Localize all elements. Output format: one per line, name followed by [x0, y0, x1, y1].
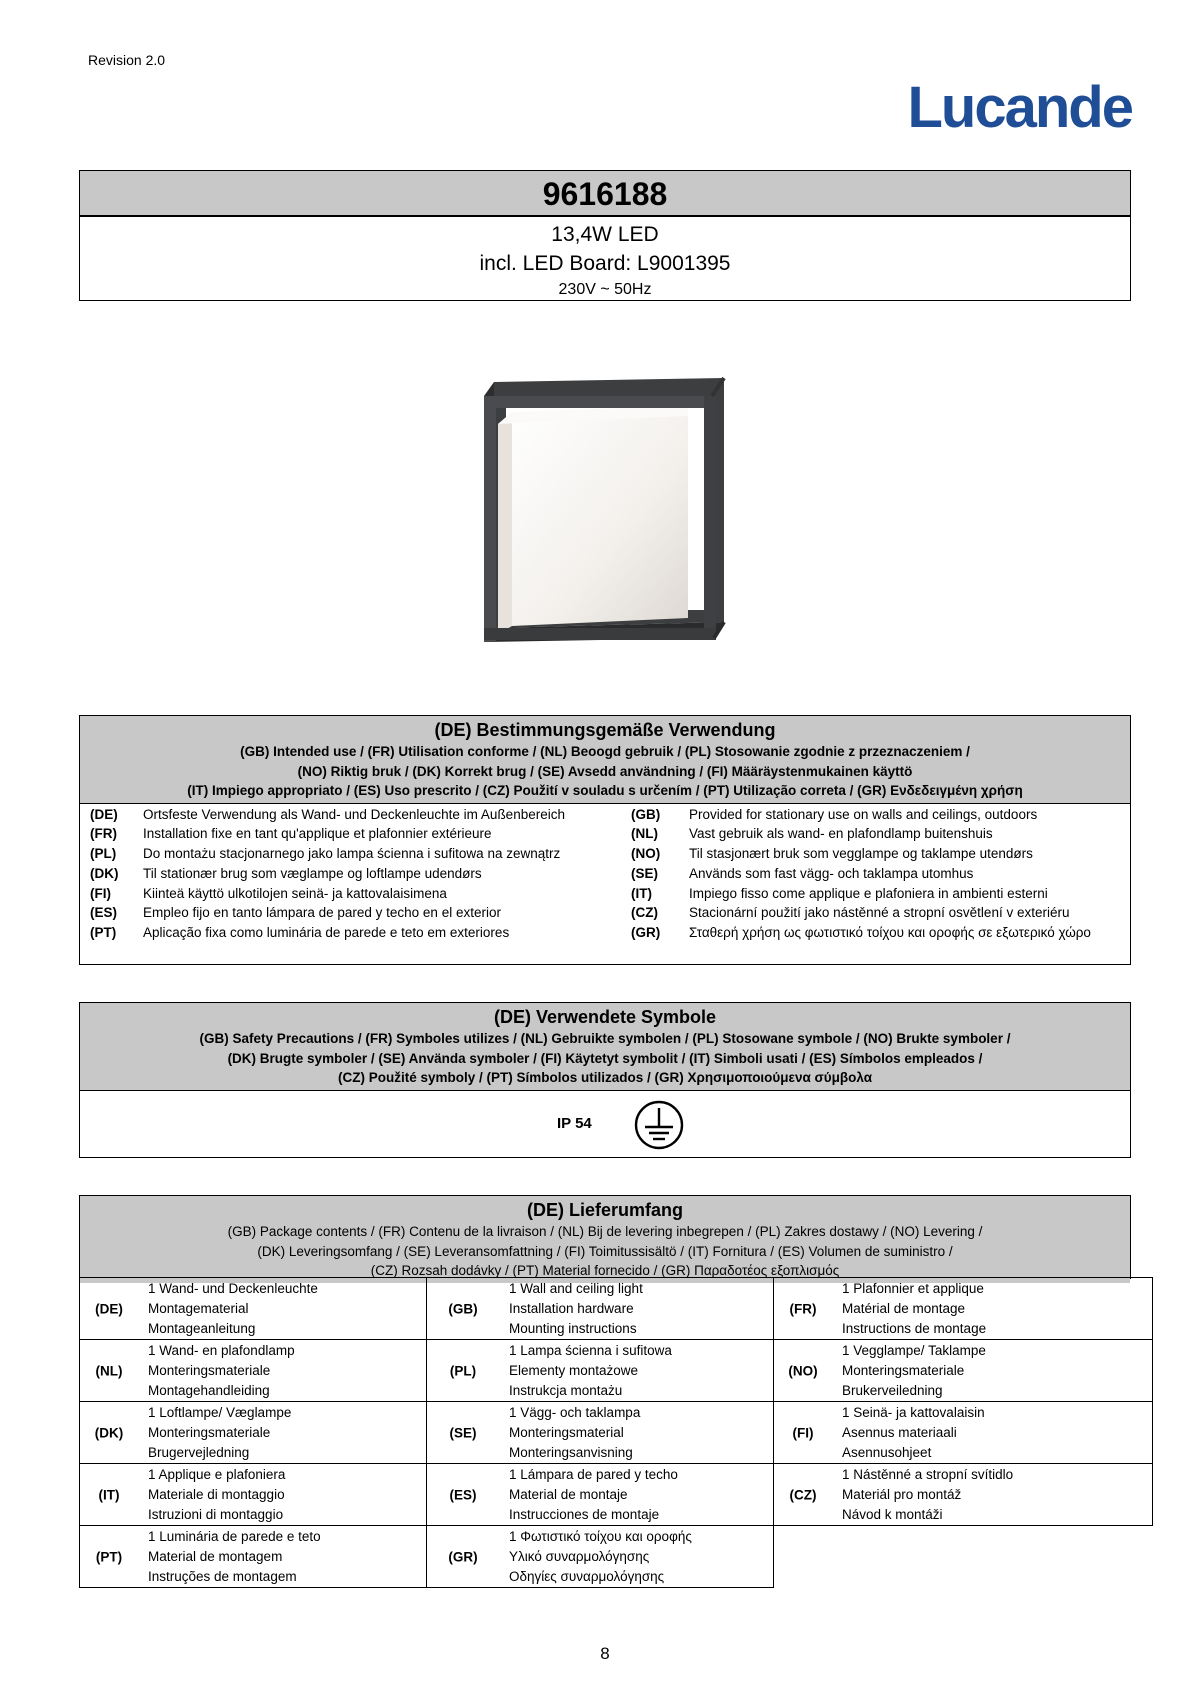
package-item: Material de montaje: [509, 1486, 628, 1502]
symbols-body: [80, 1091, 1130, 1157]
language-code: (SE): [631, 865, 658, 881]
brand-logo: Lucande: [907, 75, 1132, 140]
package-item: Materiál pro montáž: [842, 1486, 962, 1502]
product-header: [79, 170, 1131, 301]
language-code: (DE): [95, 1301, 123, 1316]
package-cell: [427, 1278, 773, 1339]
package-subtitle: (DK) Leveringsomfang / (SE) Leveransomfattning / (FI) Toimitussisältö / (IT) Fornitura / (ES) Volumen de suministro /: [257, 1243, 953, 1259]
usage-text: Ortsfeste Verwendung als Wand- und Deckenleuchte im Außenbereich: [143, 806, 565, 822]
package-item: Monteringsanvisning: [509, 1444, 633, 1460]
list-item: [631, 903, 1126, 923]
language-code: (PL): [449, 1363, 477, 1378]
language-code: (GB): [448, 1301, 478, 1316]
intended-use-left-column: [90, 805, 630, 944]
intended-use-header: [80, 716, 1130, 804]
symbols-title: (DE) Verwendete Symbole: [493, 1007, 717, 1027]
package-item: 1 Applique e plafoniera: [148, 1467, 286, 1482]
language-code: (FR): [90, 826, 117, 842]
package-item: Instrukcja montażu: [509, 1382, 623, 1398]
package-cell: [427, 1340, 773, 1401]
list-item: [90, 824, 630, 844]
list-item: [90, 864, 630, 884]
package-item: Montagematerial: [148, 1300, 249, 1316]
intended-use-right-column: [631, 805, 1126, 944]
language-code: (DK): [94, 1425, 124, 1440]
package-item: 1 Nástěnné a stropní svítidlo: [842, 1467, 1014, 1482]
package-item: 1 Vägg- och taklampa: [509, 1405, 641, 1420]
package-item: 1 Lampa ścienna i sufitowa: [509, 1343, 672, 1358]
package-item: Material de montagem: [148, 1548, 283, 1564]
protective-earth-icon: [633, 1099, 685, 1151]
language-code: (FI): [90, 885, 111, 901]
language-code: (NO): [788, 1363, 818, 1378]
usage-text: Til stationær brug som væglampe og loftlampe udendørs: [143, 865, 482, 881]
package-item: 1 Φωτιστικό τοίχου και οροφής: [509, 1529, 692, 1544]
package-cell: [427, 1464, 773, 1525]
package-item: 1 Seinä- ja kattovalaisin: [842, 1405, 985, 1420]
package-subtitle: (GB) Package contents / (FR) Contenu de la livraison / (NL) Bij de levering inbegrepen / (PL) Zakres dostawy / (NO) Levering /: [227, 1224, 983, 1239]
language-code: (CZ): [789, 1487, 817, 1502]
package-item: Monteringsmateriale: [148, 1362, 271, 1378]
package-item: Matérial de montage: [842, 1300, 966, 1316]
usage-text: Stacionární použití jako nástěnné a stropní osvětlení v exteriéru: [689, 905, 1070, 921]
package-item: Instruções de montagem: [148, 1568, 297, 1584]
page-number: 8: [600, 1644, 610, 1663]
led-board: incl. LED Board: L9001395: [479, 252, 731, 275]
package-item: Monteringsmateriale: [148, 1424, 271, 1440]
language-code: (IT): [631, 885, 652, 901]
list-item: [90, 805, 630, 825]
usage-text: Σταθερή χρήση ως φωτιστικό τοίχου και οροφής σε εξωτερικό χώρο: [689, 925, 1091, 941]
package-subtitle: (CZ) Rozsah dodávky / (PT) Material fornecido / (GR) Παραδοτέος εξοπλισμός: [370, 1263, 840, 1278]
usage-text: Empleo fijo en tanto lámpara de pared y techo en el exterior: [143, 905, 501, 921]
package-item: 1 Luminária de parede e teto: [148, 1529, 321, 1544]
package-cell: [774, 1278, 1152, 1339]
language-code: (FR): [789, 1301, 817, 1316]
language-code: (SE): [449, 1425, 477, 1440]
language-code: (CZ): [631, 905, 658, 921]
empty-cell: [774, 1526, 1152, 1587]
package-header: [80, 1196, 1130, 1283]
language-code: (DK): [90, 865, 119, 881]
intended-use-subtitle: (IT) Impiego appropriato / (ES) Uso prescrito / (CZ) Použití v souladu s určením / (PT) Utilização correta / (GR) Ενδεδειγμένη χρήση: [187, 783, 1023, 798]
table-row: [80, 1526, 1153, 1588]
package-cell: [80, 1526, 426, 1587]
symbols-subtitle: (DK) Brugte symboler / (SE) Använda symboler / (FI) Käytetyt symbolit / (IT) Simboli usati / (ES) Símbolos empleados /: [227, 1050, 983, 1066]
intended-use-body: [80, 804, 1130, 964]
product-image: [466, 376, 728, 646]
package-item: Instrucciones de montaje: [509, 1506, 660, 1522]
package-item: Mounting instructions: [509, 1320, 637, 1336]
voltage: 230V ~ 50Hz: [558, 281, 652, 298]
usage-text: Kiinteä käyttö ulkotilojen seinä- ja kattovalaisimena: [143, 885, 447, 901]
package-item: Monteringsmaterial: [509, 1424, 624, 1440]
language-code: (PT): [95, 1549, 123, 1564]
package-section: [79, 1195, 1131, 1279]
table-row: [80, 1464, 1153, 1526]
list-item: [631, 884, 1126, 904]
package-item: Instructions de montage: [842, 1320, 987, 1336]
package-item: 1 Lámpara de pared y techo: [509, 1467, 678, 1482]
symbols-section: [79, 1002, 1131, 1158]
package-item: Istruzioni di montaggio: [148, 1506, 284, 1522]
package-item: Monteringsmateriale: [842, 1362, 965, 1378]
list-item: [631, 805, 1126, 825]
table-row: [80, 1278, 1153, 1340]
language-code: (NO): [631, 846, 661, 862]
language-code: (IT): [98, 1487, 120, 1502]
table-row: [80, 1340, 1153, 1402]
list-item: [631, 844, 1126, 864]
language-code: (ES): [90, 905, 117, 921]
language-code: (GR): [631, 925, 661, 941]
list-item: [631, 824, 1126, 844]
package-item: 1 Wand- und Deckenleuchte: [148, 1281, 318, 1296]
package-item: 1 Plafonnier et applique: [842, 1281, 984, 1296]
language-code: (PL): [90, 846, 117, 862]
package-item: 1 Wand- en plafondlamp: [148, 1343, 295, 1358]
intended-use-title: (DE) Bestimmungsgemäße Verwendung: [434, 720, 776, 740]
package-item: 1 Vegglampe/ Taklampe: [842, 1343, 986, 1358]
language-code: (GB): [631, 806, 661, 822]
language-code: (ES): [449, 1487, 477, 1502]
symbols-subtitle: (GB) Safety Precautions / (FR) Symboles utilizes / (NL) Gebruikte symbolen / (PL) Stosowane symbole / (NO) Brukte symboler /: [199, 1031, 1011, 1046]
package-item: Brukerveiledning: [842, 1382, 943, 1398]
ip-rating: IP 54: [557, 1114, 592, 1132]
package-cell: [427, 1402, 773, 1463]
intended-use-subtitle: (NO) Riktig bruk / (DK) Korrekt brug / (SE) Avsedd användning / (FI) Määräystenmukainen käyttö: [297, 763, 913, 779]
usage-text: Installation fixe en tant qu'applique et plafonnier extérieure: [143, 826, 492, 842]
revision-label: Revision 2.0: [88, 52, 166, 68]
package-item: Υλικό συναρμολόγησης: [509, 1548, 650, 1564]
language-code: (NL): [95, 1363, 123, 1378]
package-item: Montagehandleiding: [148, 1382, 270, 1398]
language-code: (NL): [631, 826, 658, 842]
power-rating: 13,4W LED: [551, 223, 659, 246]
model-number: 9616188: [80, 171, 1130, 217]
package-cell: [774, 1464, 1152, 1525]
symbols-header: [80, 1003, 1130, 1091]
package-item: Materiale di montaggio: [148, 1486, 285, 1502]
package-cell: [80, 1278, 426, 1339]
table-row: [80, 1402, 1153, 1464]
list-item: [631, 864, 1126, 884]
package-item: Elementy montażowe: [509, 1362, 639, 1378]
package-item: 1 Loftlampe/ Væglampe: [148, 1405, 292, 1420]
list-item: [631, 923, 1126, 943]
package-cell: [80, 1464, 426, 1525]
package-item: 1 Wall and ceiling light: [509, 1281, 643, 1296]
package-cell: [80, 1340, 426, 1401]
package-item: Asennusohjeet: [842, 1444, 932, 1460]
usage-text: Används som fast vägg- och taklampa utomhus: [689, 865, 974, 881]
list-item: [90, 923, 630, 943]
usage-text: Do montażu stacjonarnego jako lampa ścienna i sufitowa na zewnątrz: [143, 846, 561, 862]
package-cell: [427, 1526, 773, 1587]
package-item: Οδηγίες συναρμολόγησης: [509, 1568, 665, 1584]
package-cell: [774, 1402, 1152, 1463]
list-item: [90, 844, 630, 864]
package-item: Návod k montáži: [842, 1506, 943, 1522]
language-code: (DE): [90, 806, 118, 822]
package-item: Asennus materiaali: [842, 1424, 957, 1440]
package-item: Montageanleitung: [148, 1320, 256, 1336]
package-contents-table: [79, 1277, 1153, 1588]
usage-text: Provided for stationary use on walls and ceilings, outdoors: [689, 806, 1038, 822]
usage-text: Aplicação fixa como luminária de parede e teto em exteriores: [143, 925, 510, 941]
intended-use-subtitle: (GB) Intended use / (FR) Utilisation conforme / (NL) Beoogd gebruik / (PL) Stosowanie zgodnie z przeznaczeniem /: [240, 744, 970, 759]
package-cell: [80, 1402, 426, 1463]
package-item: Brugervejledning: [148, 1444, 250, 1460]
package-title: (DE) Lieferumfang: [526, 1200, 683, 1220]
intended-use-section: [79, 715, 1131, 965]
language-code: (GR): [448, 1549, 478, 1564]
language-code: (PT): [90, 925, 117, 941]
usage-text: Til stasjonært bruk som vegglampe og taklampe utendørs: [689, 846, 1033, 862]
usage-text: Impiego fisso come applique e plafoniera in ambienti esterni: [689, 885, 1048, 901]
list-item: [90, 884, 630, 904]
usage-text: Vast gebruik als wand- en plafondlamp buitenshuis: [689, 826, 993, 842]
list-item: [90, 903, 630, 923]
package-item: Installation hardware: [509, 1300, 634, 1316]
language-code: (FI): [792, 1425, 814, 1440]
symbols-subtitle: (CZ) Použité symboly / (PT) Símbolos utilizados / (GR) Χρησιμοποιούμενα σύμβολα: [338, 1070, 872, 1085]
package-cell: [774, 1340, 1152, 1401]
